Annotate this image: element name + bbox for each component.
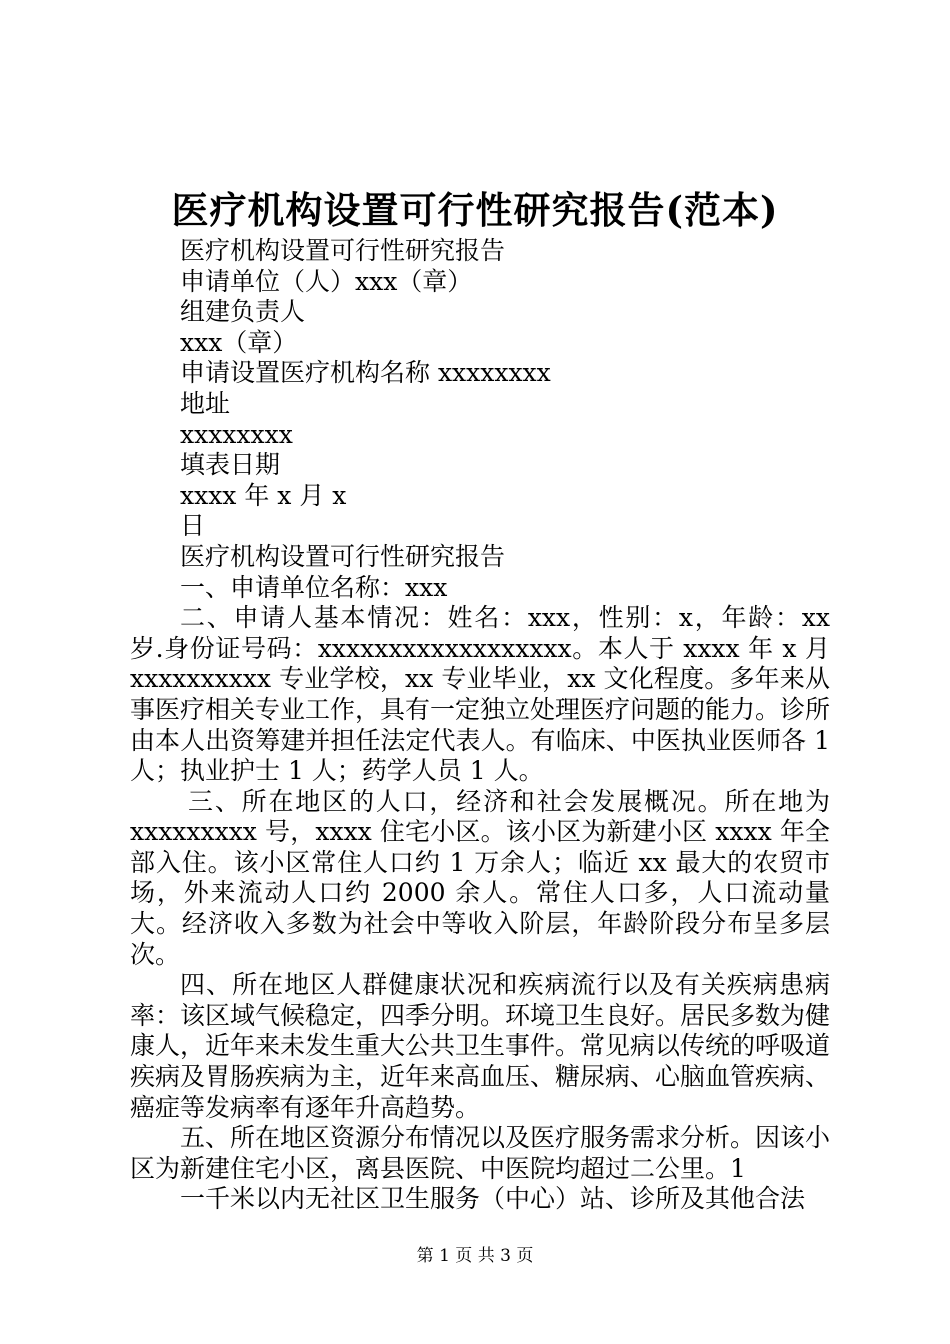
report-heading: 医疗机构设置可行性研究报告 bbox=[180, 236, 506, 265]
institution-name-line: 申请设置医疗机构名称 xxxxxxxx bbox=[180, 358, 551, 388]
address-value: xxxxxxxx bbox=[180, 419, 293, 449]
applicant-line: 申请单位（人）xxx（章） bbox=[180, 266, 473, 296]
page-footer: 第 1 页 共 3 页 bbox=[416, 1246, 534, 1266]
date-value-day: 日 bbox=[180, 511, 206, 541]
address-label: 地址 bbox=[180, 388, 231, 418]
report-heading-repeat: 医疗机构设置可行性研究报告 bbox=[180, 541, 506, 571]
section-5-resource-distribution: 五、所在地区资源分布情况以及医疗服务需求分析。因该小区为新建住宅小区，离县医院、中医院均超过二公里。1 bbox=[130, 1123, 831, 1183]
organizer-label: 组建负责人 bbox=[180, 297, 306, 327]
document-title: 医疗机构设置可行性研究报告(范本) bbox=[171, 188, 779, 232]
section-5-continued: 一千米以内无社区卫生服务（中心）站、诊所及其他合法 bbox=[180, 1184, 806, 1214]
section-1-applicant-name: 一、申请单位名称：xxx bbox=[180, 572, 448, 602]
document-body bbox=[130, 236, 830, 1215]
organizer-value: xxx（章） bbox=[180, 327, 298, 357]
section-3-population-economy: 三、所在地区的人口，经济和社会发展概况。所在地为 xxxxxxxxx 号，xxxx 住宅小区。该小区为新建小区 xxxx 年全部入住。该小区常住人口约 1 万余人；临近 xx 最大的农贸市场，外来流动人口约 2000 余人。常住人口多，人口流动量大。经济收入多数为社会中等收入阶层，年龄阶段分布呈多层次。 bbox=[130, 786, 830, 969]
date-label: 填表日期 bbox=[180, 450, 281, 480]
section-2-applicant-info: 二、申请人基本情况：姓名：xxx，性别：x，年龄：xx 岁.身份证号码：xxxxxxxxxxxxxxxxxx。本人于 xxxx 年 x 月 xxxxxxxxxx 专业学校，xx 专业毕业，xx 文化程度。多年来从事医疗相关专业工作，具有一定独立处理医疗问题的能力。诊所由本人出资筹建并担任法定代表人。有临床、中医执业医师各 1 人；执业护士 1 人；药学人员 1 人。 bbox=[130, 603, 831, 786]
date-value: xxxx 年 x 月 x bbox=[180, 480, 347, 510]
section-4-health-status: 四、所在地区人群健康状况和疾病流行以及有关疾病患病率：该区域气候稳定，四季分明。环境卫生良好。居民多数为健康人，近年来未发生重大公共卫生事件。常见病以传统的呼吸道疾病及胃肠疾病为主，近年来高血压、糖尿病、心脑血管疾病、癌症等发病率有逐年升高趋势。 bbox=[130, 970, 831, 1122]
